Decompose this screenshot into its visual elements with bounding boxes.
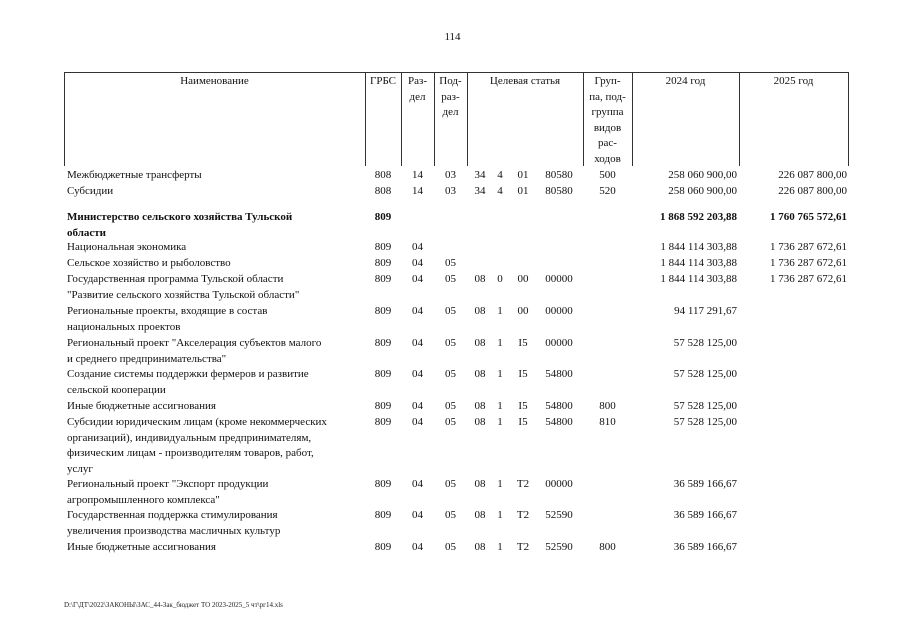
cell-cs1: 08 xyxy=(474,337,486,349)
cell-y2025: 226 087 800,00 xyxy=(778,185,847,197)
cell-y2025: 226 087 800,00 xyxy=(778,169,847,181)
row-name-line: Субсидии xyxy=(67,185,114,197)
cell-grbs: 809 xyxy=(374,416,392,428)
cell-pr: 03 xyxy=(445,185,456,197)
cell-grbs: 809 xyxy=(374,241,392,253)
cell-y2025: 1 736 287 672,61 xyxy=(770,257,847,269)
row-name-line: сельской кооперации xyxy=(67,383,166,396)
cell-grbs: 809 xyxy=(374,400,392,412)
cell-cs2: 1 xyxy=(497,400,503,412)
cell-rz: 04 xyxy=(412,416,423,428)
cell-pr: 05 xyxy=(445,337,456,349)
row-name-line: агропромышленного комплекса" xyxy=(67,493,220,506)
row-name-line: "Развитие сельского хозяйства Тульской области" xyxy=(67,288,300,301)
row-name xyxy=(67,399,357,415)
cell-cs4: 00000 xyxy=(545,273,573,285)
row-name xyxy=(67,540,357,556)
row-name-line: услуг xyxy=(67,463,93,476)
cell-cs1: 08 xyxy=(474,273,486,285)
cell-y2025: 1 736 287 672,61 xyxy=(770,241,847,253)
header-group: Груп- па, под- группа видов рас- ходов xyxy=(589,75,626,165)
cell-y2024: 36 589 166,67 xyxy=(673,509,737,521)
row-name xyxy=(67,256,357,272)
row-name-line: Иные бюджетные ассигнования xyxy=(67,400,216,412)
row-name-line: Субсидии юридическим лицам (кроме некоммерческих xyxy=(67,416,327,428)
cell-cs4: 00000 xyxy=(545,337,573,349)
cell-pr: 05 xyxy=(445,273,456,285)
cell-cs4: 54800 xyxy=(545,416,573,428)
cell-cs2: 4 xyxy=(497,169,503,181)
cell-y2024: 1 844 114 303,88 xyxy=(660,241,737,253)
cell-rz: 04 xyxy=(412,368,423,380)
cell-cs3: T2 xyxy=(516,478,530,490)
cell-y2024: 57 528 125,00 xyxy=(673,368,737,380)
row-name-line: Государственная поддержка стимулирования xyxy=(67,509,278,521)
header-razdel: Раз- дел xyxy=(407,75,427,103)
cell-cs1: 08 xyxy=(474,478,486,490)
row-name-line: Государственная программа Тульской области xyxy=(67,273,284,285)
row-name xyxy=(67,477,357,508)
cell-pr: 05 xyxy=(445,509,456,521)
page-number: 114 xyxy=(444,31,461,43)
cell-cs3: I5 xyxy=(518,368,528,380)
cell-cs4: 00000 xyxy=(545,478,573,490)
cell-cs4: 54800 xyxy=(545,368,573,380)
cell-pr: 05 xyxy=(445,305,456,317)
cell-rz: 04 xyxy=(412,400,423,412)
cell-cs1: 34 xyxy=(474,169,486,181)
cell-cs1: 08 xyxy=(474,400,486,412)
row-name xyxy=(67,508,357,539)
cell-y2024: 36 589 166,67 xyxy=(673,478,737,490)
file-path-footer: D:\Г\ДТ\2022\ЗАКОНЫ\ЗАС_44-Зак_бюджет ТО 2023-2025_5 чт\рг14.xls xyxy=(64,601,283,609)
cell-y2024: 1 868 592 203,88 xyxy=(660,211,737,223)
row-name-line: Сельское хозяйство и рыболовство xyxy=(67,257,231,269)
row-name-line: и среднего предпринимательства" xyxy=(67,352,227,365)
cell-vr: 810 xyxy=(599,416,616,428)
row-name xyxy=(67,240,357,256)
cell-cs4: 80580 xyxy=(545,185,573,197)
cell-cs1: 08 xyxy=(474,368,486,380)
cell-cs2: 1 xyxy=(497,541,503,553)
col-border xyxy=(848,72,849,166)
cell-cs1: 34 xyxy=(474,185,486,197)
header-podrazdel: Под- раз- дел xyxy=(439,75,462,118)
row-name xyxy=(67,304,357,335)
cell-pr: 05 xyxy=(445,541,456,553)
cell-grbs: 809 xyxy=(374,257,392,269)
cell-grbs: 809 xyxy=(374,273,392,285)
header-name: Наименование xyxy=(180,75,249,87)
row-name-line: национальных проектов xyxy=(67,320,181,333)
header-2025: 2025 год xyxy=(773,75,814,87)
row-name-line: Министерство сельского хозяйства Тульской xyxy=(67,211,293,223)
cell-y2024: 1 844 114 303,88 xyxy=(660,273,737,285)
cell-y2025: 1 736 287 672,61 xyxy=(770,273,847,285)
header-2024: 2024 год xyxy=(665,75,706,87)
row-name xyxy=(67,415,357,478)
header-grbs: ГРБС xyxy=(369,75,397,87)
row-name-line: увеличения производства масличных культур xyxy=(67,524,281,537)
cell-cs2: 4 xyxy=(497,185,503,197)
cell-y2024: 57 528 125,00 xyxy=(673,416,737,428)
cell-rz: 14 xyxy=(412,169,423,181)
cell-cs4: 80580 xyxy=(545,169,573,181)
row-name xyxy=(67,184,357,200)
cell-pr: 05 xyxy=(445,416,456,428)
cell-y2024: 94 117 291,67 xyxy=(674,305,737,317)
cell-cs4: 54800 xyxy=(545,400,573,412)
cell-grbs: 808 xyxy=(374,185,392,197)
row-name xyxy=(67,210,357,241)
cell-cs2: 1 xyxy=(497,368,503,380)
cell-grbs: 809 xyxy=(374,541,392,553)
cell-grbs: 809 xyxy=(374,368,392,380)
cell-grbs: 809 xyxy=(374,305,392,317)
cell-grbs: 809 xyxy=(374,509,392,521)
cell-rz: 04 xyxy=(412,273,423,285)
cell-rz: 04 xyxy=(412,257,423,269)
cell-rz: 04 xyxy=(412,478,423,490)
cell-cs3: 00 xyxy=(517,305,529,317)
cell-cs3: 00 xyxy=(517,273,529,285)
row-name-line: области xyxy=(67,226,107,239)
row-name-line: физическим лицам - производителям товаров, работ, xyxy=(67,447,314,460)
row-name-line: Иные бюджетные ассигнования xyxy=(67,541,216,553)
cell-cs2: 1 xyxy=(497,305,503,317)
cell-y2025: 1 760 765 572,61 xyxy=(770,211,847,223)
cell-rz: 04 xyxy=(412,305,423,317)
row-name-line: Создание системы поддержки фермеров и развитие xyxy=(67,368,309,380)
cell-cs3: T2 xyxy=(516,509,530,521)
header-target: Целевая статья xyxy=(489,75,561,87)
row-name-line: Национальная экономика xyxy=(67,241,187,253)
cell-rz: 04 xyxy=(412,337,423,349)
cell-cs3: T2 xyxy=(516,541,530,553)
cell-rz: 04 xyxy=(412,241,423,253)
cell-cs3: I5 xyxy=(518,337,528,349)
cell-grbs: 809 xyxy=(374,478,392,490)
cell-y2024: 1 844 114 303,88 xyxy=(660,257,737,269)
cell-rz: 04 xyxy=(412,541,423,553)
row-name-line: Региональный проект "Акселерация субъектов малого xyxy=(67,337,322,349)
cell-pr: 05 xyxy=(445,478,456,490)
cell-pr: 03 xyxy=(445,169,456,181)
cell-vr: 500 xyxy=(599,169,616,181)
cell-pr: 05 xyxy=(445,257,456,269)
cell-cs2: 0 xyxy=(497,273,503,285)
row-name-line: организаций), индивидуальным предпринимателям, xyxy=(67,431,312,444)
cell-cs3: I5 xyxy=(518,400,528,412)
row-name-line: Межбюджетные трансферты xyxy=(67,169,202,181)
cell-cs3: I5 xyxy=(518,416,528,428)
cell-grbs: 809 xyxy=(374,211,392,223)
cell-y2024: 57 528 125,00 xyxy=(673,337,737,349)
cell-y2024: 36 589 166,67 xyxy=(673,541,737,553)
cell-vr: 520 xyxy=(599,185,616,197)
row-name-line: Региональные проекты, входящие в состав xyxy=(67,305,268,317)
cell-cs3: 01 xyxy=(517,169,529,181)
row-name xyxy=(67,336,357,367)
row-name-line: Региональный проект "Экспорт продукции xyxy=(67,478,269,490)
row-name xyxy=(67,367,357,398)
row-name xyxy=(67,272,357,303)
cell-cs4: 52590 xyxy=(545,509,573,521)
row-name xyxy=(67,168,357,184)
cell-cs3: 01 xyxy=(517,185,529,197)
cell-vr: 800 xyxy=(599,400,616,412)
cell-y2024: 57 528 125,00 xyxy=(673,400,737,412)
cell-pr: 05 xyxy=(445,368,456,380)
table-top-border xyxy=(64,72,849,73)
cell-y2024: 258 060 900,00 xyxy=(668,169,737,181)
cell-cs2: 1 xyxy=(497,478,503,490)
cell-cs1: 08 xyxy=(474,541,486,553)
cell-rz: 04 xyxy=(412,509,423,521)
cell-cs1: 08 xyxy=(474,305,486,317)
cell-cs2: 1 xyxy=(497,337,503,349)
cell-rz: 14 xyxy=(412,185,423,197)
cell-vr: 800 xyxy=(599,541,616,553)
cell-grbs: 809 xyxy=(374,337,392,349)
cell-cs4: 52590 xyxy=(545,541,573,553)
cell-cs2: 1 xyxy=(497,509,503,521)
cell-cs1: 08 xyxy=(474,416,486,428)
cell-grbs: 808 xyxy=(374,169,392,181)
cell-cs4: 00000 xyxy=(545,305,573,317)
cell-y2024: 258 060 900,00 xyxy=(668,185,737,197)
cell-cs2: 1 xyxy=(497,416,503,428)
cell-cs1: 08 xyxy=(474,509,486,521)
cell-pr: 05 xyxy=(445,400,456,412)
